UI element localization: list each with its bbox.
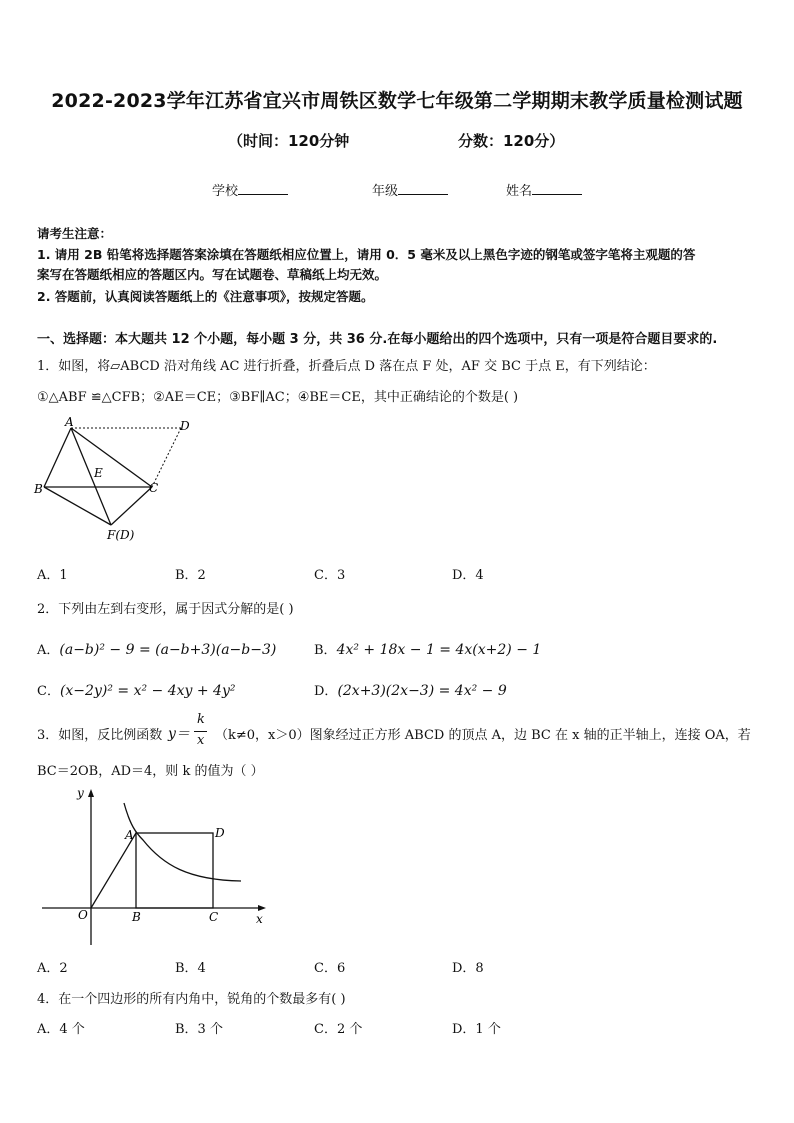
q3-figure (38, 785, 278, 945)
name-label: 姓名 (506, 184, 533, 199)
q4-option-d[interactable]: D．1 个 (452, 1022, 501, 1037)
notice-heading: 请考生注意： (37, 226, 113, 241)
q1-stem-line-2: ①△ABF ≌△CFB；②AE＝CE；③BF∥AC；④BE＝CE，其中正确结论的个数是( ) (37, 390, 519, 405)
q1-option-b[interactable]: B．2 (175, 568, 206, 583)
q3-fraction-bar (194, 731, 207, 732)
q3-hyperbola (124, 803, 241, 881)
q2-option-d-expr: (2x+3)(2x−3) = 4x² − 9 (337, 683, 507, 699)
grade-field (372, 180, 448, 199)
q1-label-d: D (180, 419, 190, 433)
notice-line-1b: 案写在答题纸相应的答题区内。写在试题卷、草稿纸上均无效。 (37, 267, 388, 282)
q1-label-e: E (94, 466, 103, 480)
q3-y-axis-arrow (88, 789, 94, 797)
q3-stem-condition: （k≠0，x＞0）图象经过正方形 ABCD 的顶点 A，边 BC 在 x 轴的正半轴上，连接 OA，若 (215, 728, 751, 743)
q2-option-c-label: C． (37, 684, 60, 699)
q1-segment-fc (111, 487, 152, 525)
q3-label-c: C (209, 910, 219, 924)
q1-option-a[interactable]: A．1 (37, 568, 68, 583)
q3-func-y: y＝ (168, 726, 190, 742)
q3-segment-oa (91, 833, 136, 908)
q3-option-a[interactable]: A．2 (37, 961, 68, 976)
school-blank (238, 182, 288, 195)
q3-label-o: O (78, 908, 88, 922)
q3-label-x: x (256, 912, 263, 926)
page-title: 2022-2023学年江苏省宜兴市周铁区数学七年级第二学期期末教学质量检测试题 (51, 90, 743, 112)
grade-blank (398, 182, 448, 195)
q1-label-f: F(D) (107, 528, 135, 542)
q1-label-c: C (149, 481, 159, 495)
q1-segment-dc (152, 428, 181, 487)
q2-option-b[interactable] (314, 639, 541, 658)
name-blank (532, 182, 582, 195)
q1-figure (30, 415, 210, 545)
q3-option-c[interactable]: C．6 (314, 961, 346, 976)
q3-label-d: D (215, 826, 225, 840)
section-heading: 一、选择题：本大题共 12 个小题，每小题 3 分，共 36 分.在每小题给出的四个选项中，只有一项是符合题目要求的. (37, 332, 718, 347)
q2-stem: 2．下列由左到右变形，属于因式分解的是( ) (37, 602, 294, 617)
q2-option-d-label: D． (314, 684, 338, 699)
q4-option-b[interactable]: B．3 个 (175, 1022, 223, 1037)
score-label: 分数：120分） (458, 132, 565, 150)
q4-option-a[interactable]: A．4 个 (37, 1022, 85, 1037)
q3-label-a: A (125, 828, 134, 842)
q1-option-d[interactable]: D．4 (452, 568, 484, 583)
q3-square-abcd (136, 833, 213, 908)
q2-option-a-expr: (a−b)² − 9 = (a−b+3)(a−b−3) (59, 642, 277, 658)
q1-label-b: B (34, 482, 43, 496)
q1-stem-line-1: 1．如图，将▱ABCD 沿对角线 AC 进行折叠，折叠后点 D 落在点 F 处，AF 交 BC 于点 E，有下列结论： (37, 359, 656, 374)
q3-func-denominator: x (197, 733, 205, 748)
q2-option-d[interactable] (314, 680, 507, 699)
time-label: （时间：120分钟 (228, 132, 350, 150)
q4-option-c[interactable]: C．2 个 (314, 1022, 363, 1037)
q3-label-b: B (132, 910, 141, 924)
q2-option-c-expr: (x−2y)² = x² − 4xy + 4y² (59, 683, 236, 699)
q3-x-axis-arrow (258, 905, 266, 911)
q2-option-c[interactable] (37, 680, 235, 699)
school-label: 学校 (212, 184, 239, 199)
q1-option-c[interactable]: C．3 (314, 568, 346, 583)
name-field (506, 180, 582, 199)
q3-label-y: y (77, 786, 84, 800)
q1-label-a: A (65, 415, 74, 429)
q1-segment-bf (44, 487, 111, 525)
notice-line-1: 1. 请用 2B 铅笔将选择题答案涂填在答题纸相应位置上，请用 0．5 毫米及以上黑色字迹的钢笔或签字笔将主观题的答 (37, 247, 696, 262)
q1-segment-ab (44, 428, 71, 487)
notice-line-2: 2. 答题前，认真阅读答题纸上的《注意事项》，按规定答题。 (37, 289, 374, 304)
q3-stem-prefix: 3．如图，反比例函数 (37, 728, 163, 743)
q2-option-a[interactable] (37, 639, 276, 658)
q3-option-d[interactable]: D．8 (452, 961, 484, 976)
q3-option-b[interactable]: B．4 (175, 961, 206, 976)
q3-func-numerator: k (197, 712, 205, 727)
grade-label: 年级 (372, 184, 399, 199)
q2-option-b-label: B． (314, 643, 337, 658)
q3-stem-line-2: BC＝2OB，AD＝4，则 k 的值为（ ） (37, 764, 264, 779)
q2-option-b-expr: 4x² + 18x − 1 = 4x(x+2) − 1 (336, 642, 542, 658)
q2-option-a-label: A． (37, 643, 60, 658)
q4-stem: 4．在一个四边形的所有内角中，锐角的个数最多有( ) (37, 992, 346, 1007)
school-field (212, 180, 288, 199)
